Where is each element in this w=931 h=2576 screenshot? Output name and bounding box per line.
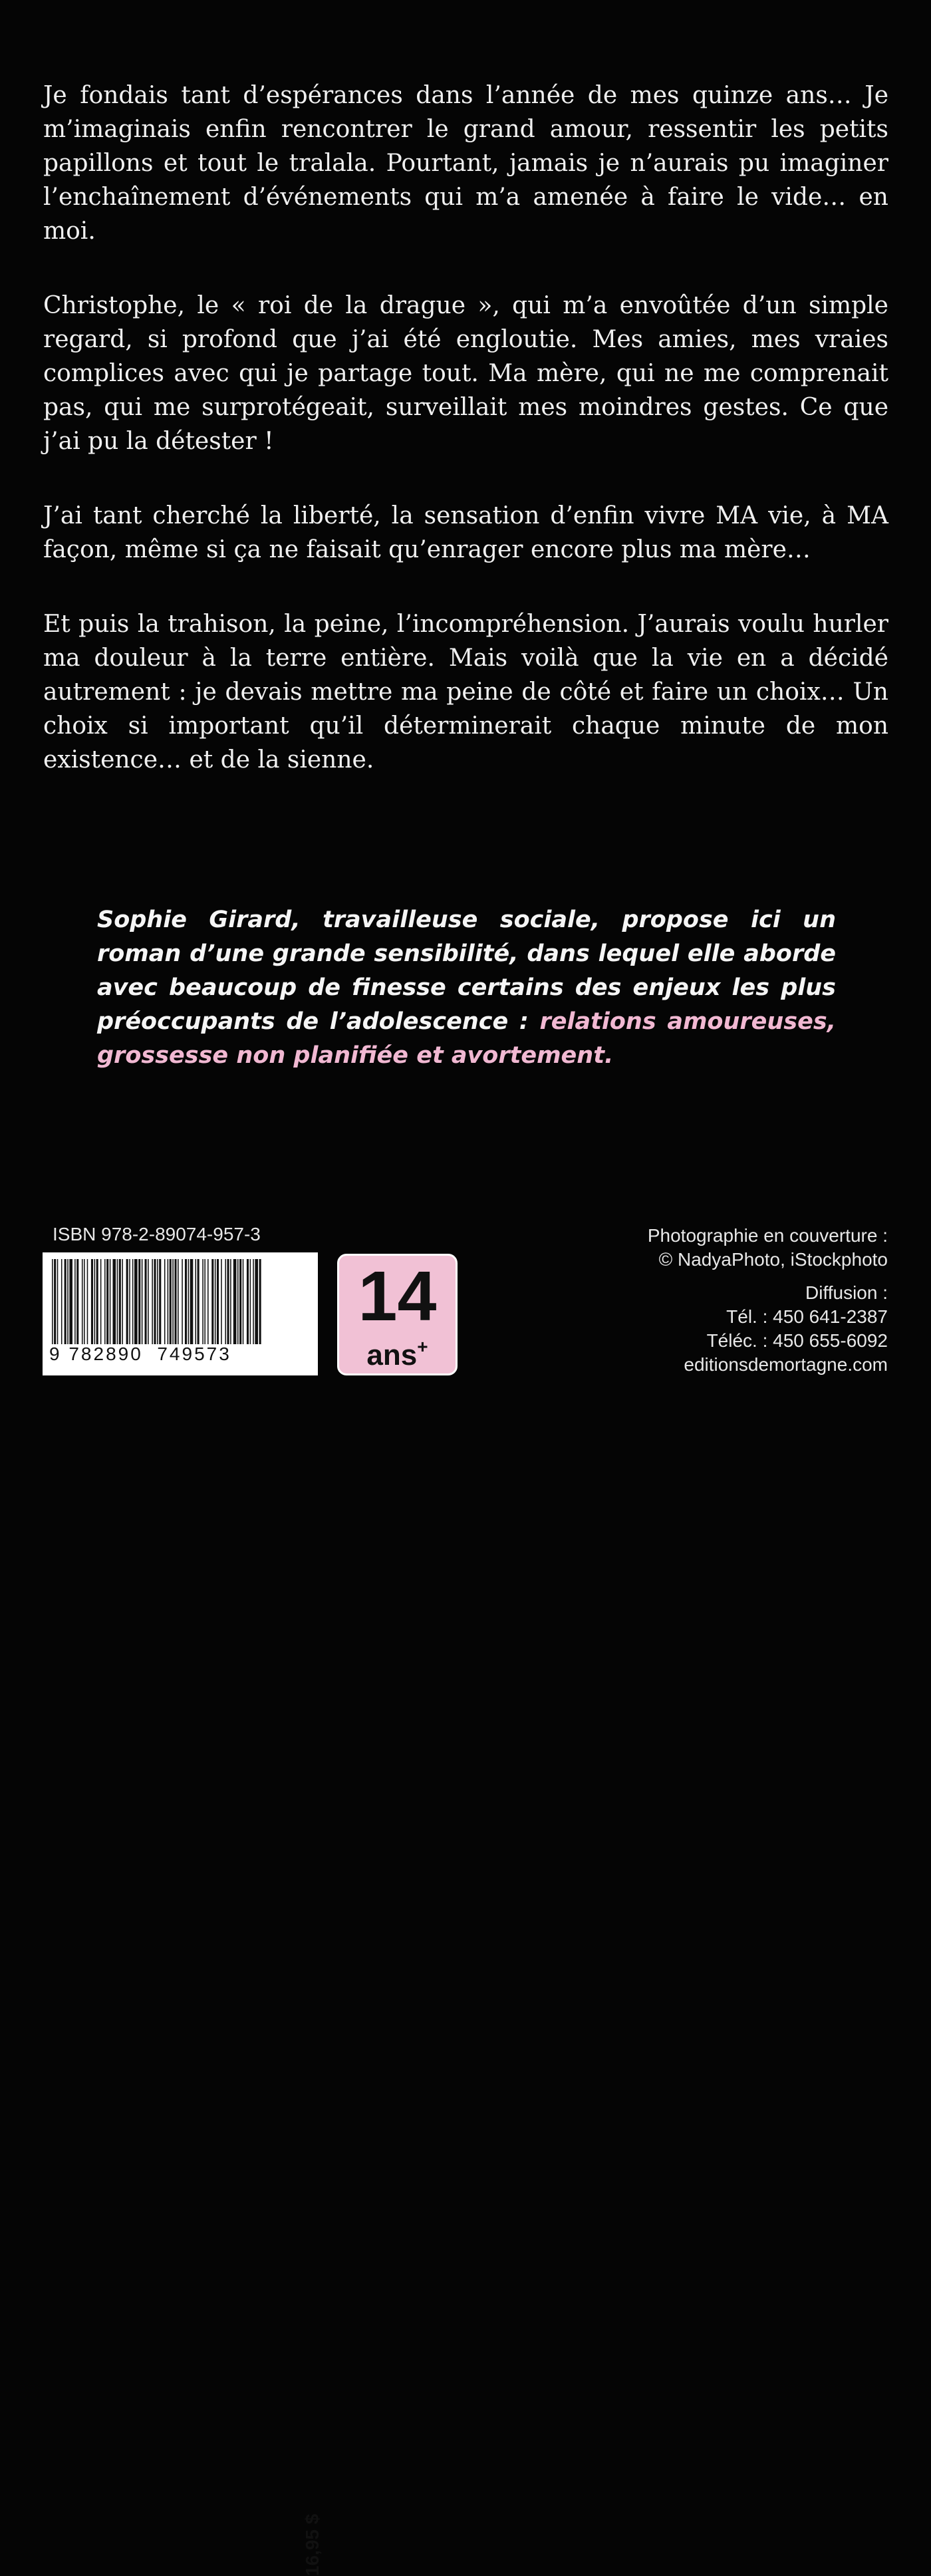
barcode-bar [145, 1259, 147, 1344]
barcode-bar [215, 1259, 216, 1344]
barcode-bar [142, 1259, 143, 1344]
barcode-bar [126, 1259, 128, 1344]
barcode-bar [96, 1259, 98, 1344]
barcode-bar [195, 1259, 196, 1344]
barcode-bar [74, 1259, 76, 1344]
barcode-bar [168, 1259, 169, 1344]
barcode-bar [152, 1259, 153, 1344]
barcode-bar [57, 1259, 59, 1344]
barcode-bar [188, 1259, 190, 1344]
barcode-bar [255, 1259, 258, 1344]
photo-credit: © NadyaPhoto, iStockphoto [658, 1249, 888, 1270]
age-rating-number: 14 [358, 1257, 437, 1336]
barcode-bar [221, 1259, 222, 1344]
barcode-bar [119, 1259, 121, 1344]
barcode-bar [65, 1259, 66, 1344]
barcode-bar [84, 1259, 85, 1344]
barcode-bar [182, 1259, 183, 1344]
barcode-bar [148, 1259, 149, 1344]
barcode-bar [243, 1259, 244, 1344]
barcode-bar [250, 1259, 251, 1344]
barcode-bar [227, 1259, 229, 1344]
barcode-bar [100, 1259, 102, 1344]
barcode-bar [207, 1259, 209, 1344]
barcode-bar [104, 1259, 106, 1344]
barcode-bar [164, 1259, 166, 1344]
barcode-bar [185, 1259, 187, 1344]
barcode-bar [134, 1259, 138, 1344]
barcode-bar [52, 1259, 53, 1344]
barcode-bars [51, 1259, 262, 1344]
blurb-paragraph: Et puis la trahison, la peine, l’incompréhension. J’aurais voulu hurler ma douleur à la terre entière. Mais voilà que la vie en a décidé autrement : je devais mettre ma peine de côté et faire un choix… Un choix si important qu’il déterminerait chaque minute de mon existence… et de la sienne. [43, 611, 888, 774]
barcode-bar [204, 1259, 205, 1344]
barcode-bar [233, 1259, 237, 1344]
barcode-bar [122, 1259, 123, 1344]
barcode-bar [190, 1259, 194, 1344]
barcode-digit-lead: 9 [49, 1344, 62, 1364]
barcode-bar [67, 1259, 68, 1344]
barcode [43, 1252, 323, 2576]
author-note-text: Sophie Girard, travailleuse sociale, propose ici un roman d’une grande sensibilité, dans lequel elle aborde avec beaucoup de finesse certains des enjeux les plus préoccupants de l’adolescence : [97, 907, 836, 1035]
barcode-bar [154, 1259, 156, 1344]
publisher-website: editionsdemortagne.com [684, 1354, 888, 1375]
blurb-paragraph: Christophe, le « roi de la drague », qui m’a envoûtée d’un simple regard, si profond que j’ai été engloutie. Mes amies, mes vraies complices avec qui je partage tout. Ma mère, qui ne me comprenait pas, qui me surprotégeait, surveillait mes moindres gestes. Ce que j’ai pu la détester ! [43, 292, 888, 455]
age-rating-plus: + [417, 1336, 428, 1357]
barcode-bar [112, 1259, 116, 1344]
barcode-bar [253, 1259, 254, 1344]
barcode-bar [211, 1259, 213, 1344]
barcode-bar [129, 1259, 130, 1344]
fax-number: Téléc. : 450 655-6092 [706, 1330, 888, 1351]
publisher-credits [648, 1224, 888, 1377]
barcode-bar [247, 1259, 249, 1344]
barcode-bar [174, 1259, 176, 1344]
diffusion-label: Diffusion : [805, 1282, 888, 1303]
barcode-bar [54, 1259, 56, 1344]
barcode-bar [172, 1259, 174, 1344]
age-rating-badge [337, 1254, 458, 1375]
barcode-bar [198, 1259, 200, 1344]
barcode-bar [110, 1259, 111, 1344]
barcode-bar [82, 1259, 83, 1344]
barcode-bar [170, 1259, 172, 1344]
barcode-bar [178, 1259, 179, 1344]
barcode-bar [217, 1259, 219, 1344]
photo-credit-label: Photographie en couverture : [647, 1225, 888, 1246]
barcode-digits-group1: 782890 [68, 1344, 143, 1364]
blurb-paragraph: Je fondais tant d’espérances dans l’année de mes quinze ans… Je m’imaginais enfin rencontrer le grand amour, ressentir les petits papillons et tout le tralala. Pourtant, jamais je n’aurais pu imaginer l’enchaînement d’événements qui m’a amenée à faire le vide… en moi. [43, 82, 888, 245]
barcode-bar [225, 1259, 226, 1344]
barcode-bar [237, 1259, 239, 1344]
barcode-bar [106, 1259, 108, 1344]
barcode-bar [76, 1259, 78, 1344]
author-note-end: . [604, 1042, 614, 1069]
barcode-bar [239, 1259, 241, 1344]
barcode-bar [69, 1259, 72, 1344]
barcode-bar [230, 1259, 231, 1344]
price-label: 16,95 $ [302, 2513, 323, 2576]
phone-number: Tél. : 450 641-2387 [726, 1306, 888, 1327]
barcode-digits-group2: 749573 [157, 1344, 231, 1364]
age-rating-unit [339, 1330, 456, 1372]
barcode-bar [87, 1259, 88, 1344]
back-cover-blurb [43, 78, 888, 817]
isbn-label: ISBN 978-2-89074-957-3 [53, 1224, 261, 1244]
author-note [97, 903, 836, 1073]
barcode-bar [91, 1259, 93, 1344]
barcode-bar [138, 1259, 140, 1344]
barcode-bar [159, 1259, 161, 1344]
barcode-bar [259, 1259, 261, 1344]
barcode-bar [132, 1259, 134, 1344]
blurb-paragraph: J’ai tant cherché la liberté, la sensation d’enfin vivre MA vie, à MA façon, même si ça ne faisait qu’enrager encore plus ma mère… [43, 502, 888, 563]
author-note-highlight: relations amoureuses, grossesse non planifiée et avortement [97, 1008, 836, 1069]
barcode-bar [117, 1259, 118, 1344]
barcode-bar [202, 1259, 203, 1344]
barcode-digits [49, 1344, 265, 1365]
barcode-bar [157, 1259, 158, 1344]
age-rating-unit-text: ans [366, 1339, 418, 1371]
barcode-bar [61, 1259, 63, 1344]
barcode-bar [94, 1259, 96, 1344]
